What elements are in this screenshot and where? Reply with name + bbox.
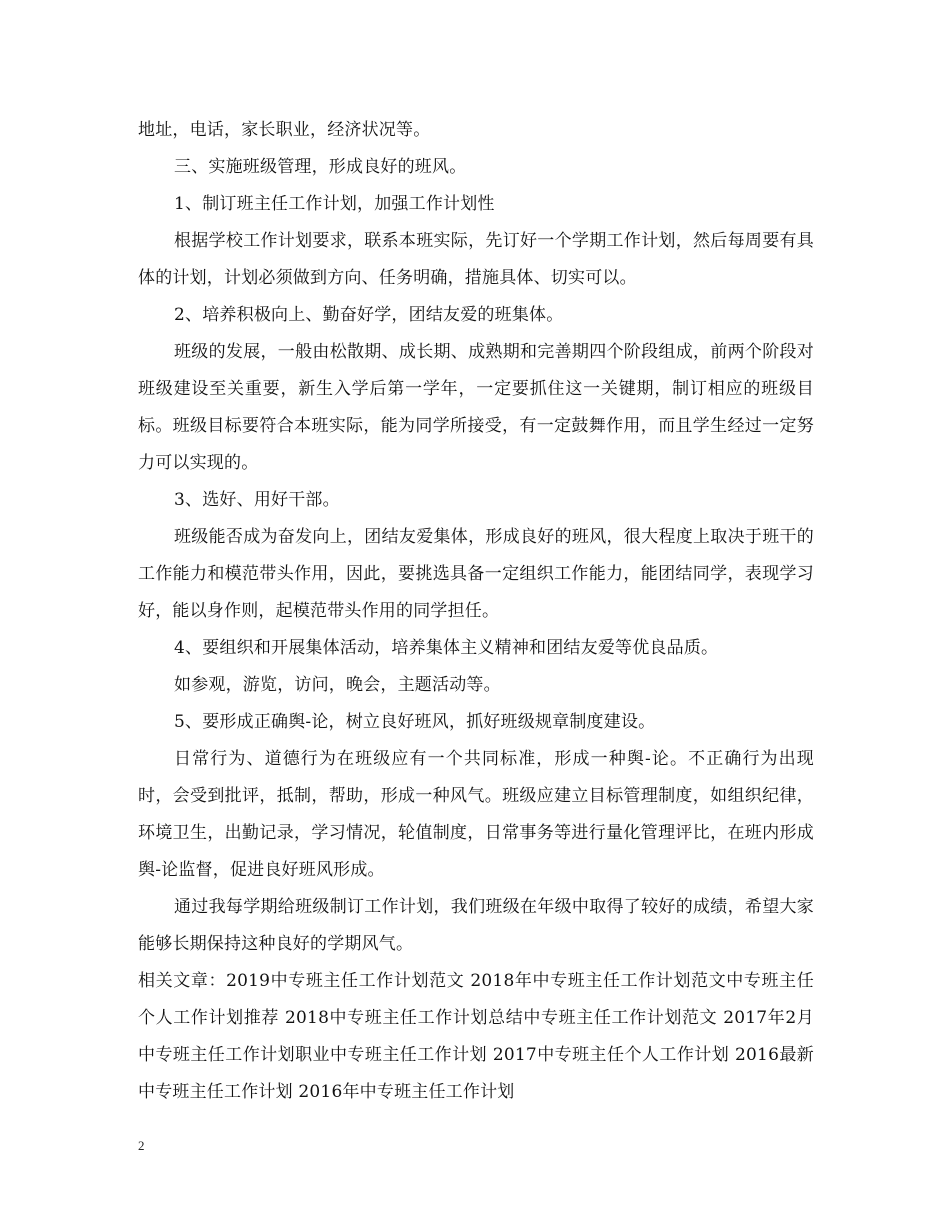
paragraph-work-plan: 根据学校工作计划要求，联系本班实际，先订好一个学期工作计划，然后每周要有具体的计划，计划必须做到方向、任务明确，措施具体、切实可以。 bbox=[138, 231, 814, 288]
heading-cadres: 3、选好、用好干部。 bbox=[174, 490, 340, 510]
paragraph-contact-info: 地址，电话，家长职业，经济状况等。 bbox=[138, 120, 431, 140]
paragraph-cadres: 班级能否成为奋发向上，团结友爱集体，形成良好的班风，很大程度上取决于班干的工作能力和模范带头作用，因此，要挑选具备一定组织工作能力，能团结同学，表现学习好，能以身作则，起模范带头作用的同学担任。 bbox=[138, 527, 814, 621]
related-articles: 相关文章：2019中专班主任工作计划范文 2018年中专班主任工作计划范文中专班主任个人工作计划推荐 2018中专班主任工作计划总结中专班主任工作计划范文 2017年2月中专班主任工作计划职业中专班主任工作计划 2017中专班主任个人工作计划 2016最新中专班主任工作计划 2016年中专班主任工作计划 bbox=[138, 971, 814, 1102]
document-body bbox=[138, 112, 814, 1111]
heading-public-opinion: 5、要形成正确舆-论，树立良好班风，抓好班级规章制度建设。 bbox=[174, 712, 656, 732]
paragraph-activities-examples: 如参观，游览，访问，晚会，主题活动等。 bbox=[174, 675, 501, 695]
page-number: 2 bbox=[138, 1138, 145, 1153]
heading-class-management: 三、实施班级管理，形成良好的班风。 bbox=[174, 157, 467, 177]
paragraph-class-development: 班级的发展，一般由松散期、成长期、成熟期和完善期四个阶段组成，前两个阶段对班级建设至关重要，新生入学后第一学年，一定要抓住这一关键期，制订相应的班级目标。班级目标要符合本班实际，能为同学所接受，有一定鼓舞作用，而且学生经过一定努力可以实现的。 bbox=[138, 342, 814, 473]
heading-class-collective: 2、培养积极向上、勤奋好学，团结友爱的班集体。 bbox=[174, 305, 564, 325]
paragraph-public-opinion: 日常行为、道德行为在班级应有一个共同标准，形成一种舆-论。不正确行为出现时，会受到批评，抵制，帮助，形成一种风气。班级应建立目标管理制度，如组织纪律，环境卫生，出勤记录，学习情况，轮值制度，日常事务等进行量化管理评比，在班内形成舆-论监督，促进良好班风形成。 bbox=[138, 749, 814, 880]
heading-work-plan: 1、制订班主任工作计划，加强工作计划性 bbox=[174, 194, 495, 214]
heading-collective-activities: 4、要组织和开展集体活动，培养集体主义精神和团结友爱等优良品质。 bbox=[174, 638, 719, 658]
paragraph-conclusion: 通过我每学期给班级制订工作计划，我们班级在年级中取得了较好的成绩，希望大家能够长期保持这种良好的学期风气。 bbox=[138, 897, 814, 954]
